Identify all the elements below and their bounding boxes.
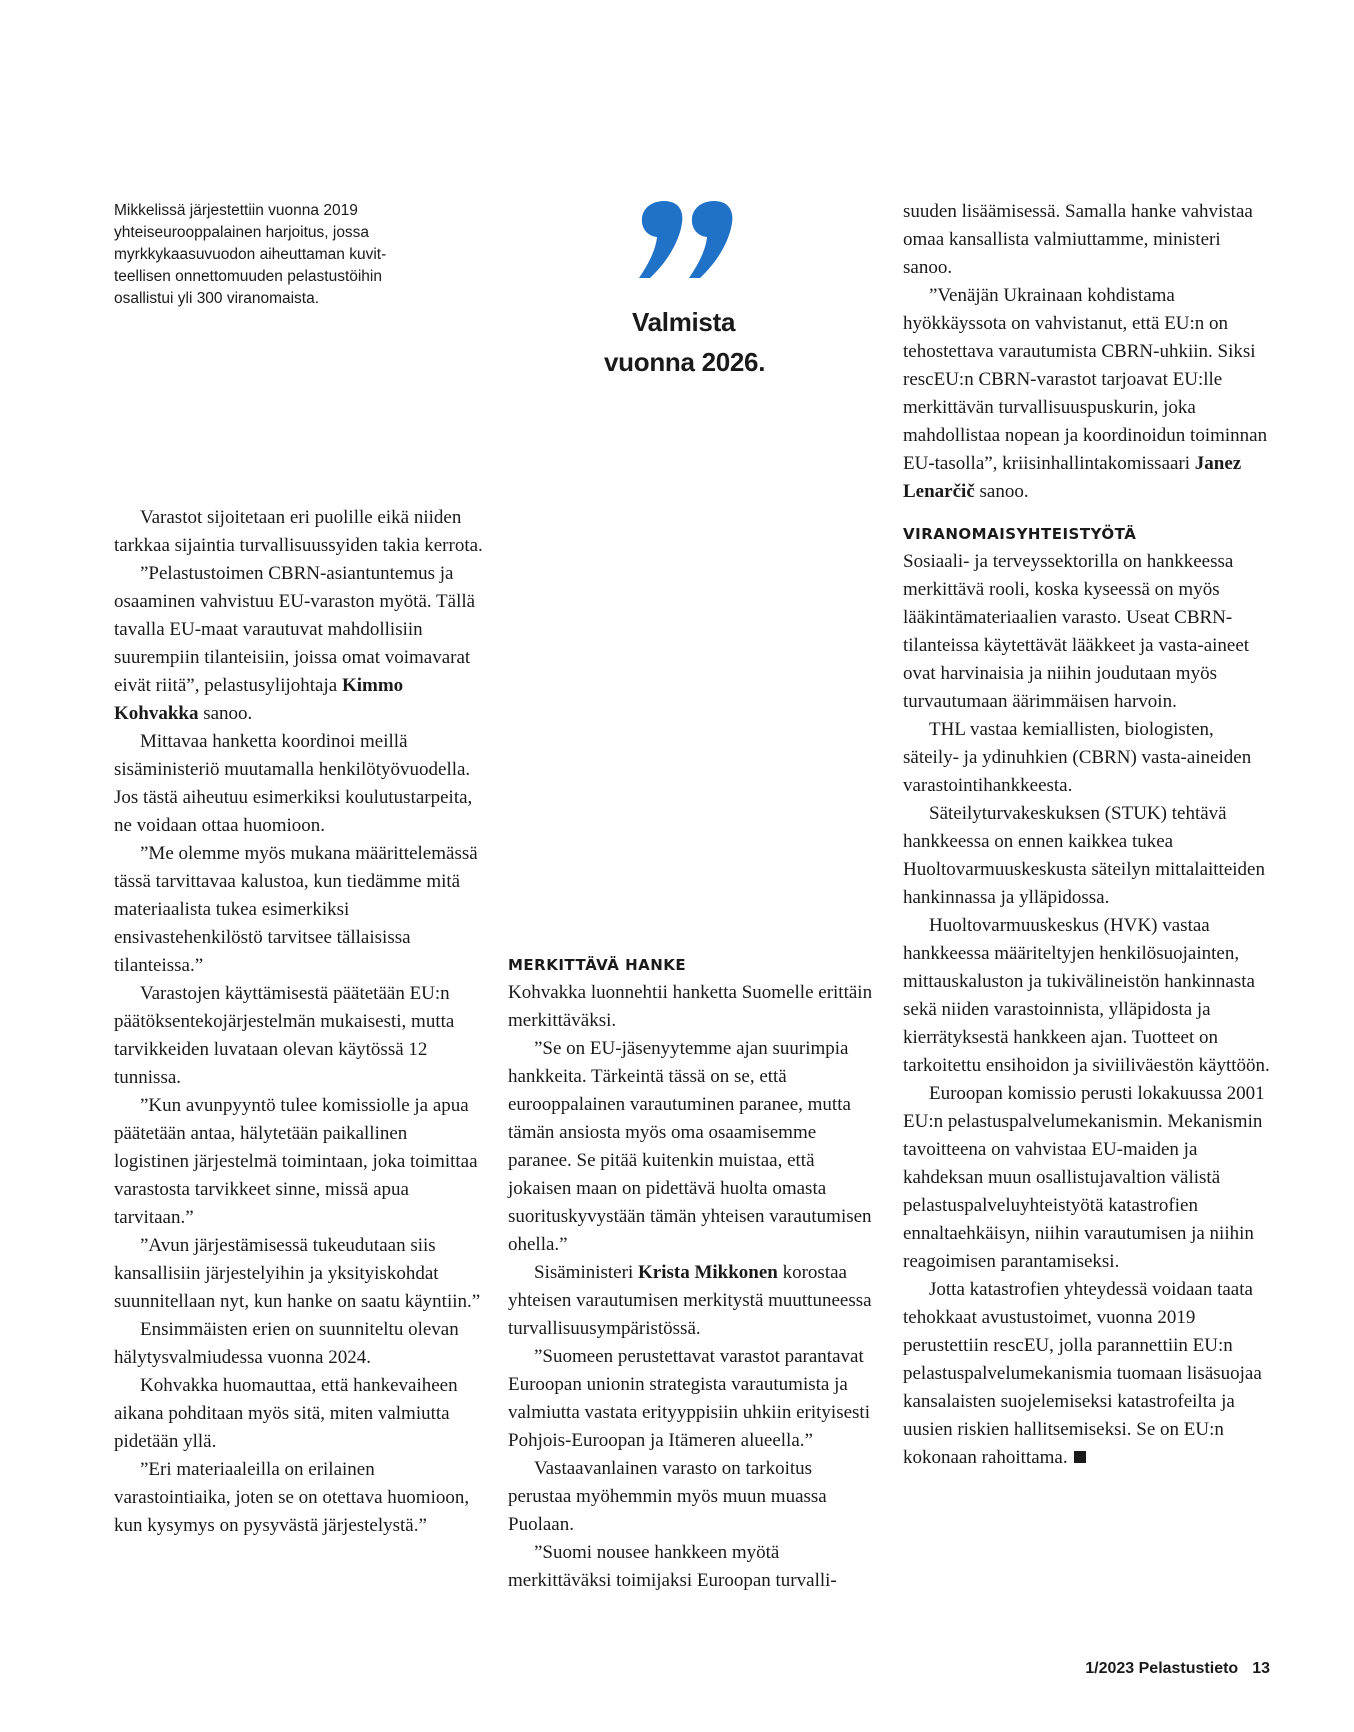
paragraph: Ensimmäisten erien on suunniteltu olevan hälytysvalmiudessa vuonna 2024. — [114, 1319, 459, 1368]
photo-caption — [114, 200, 444, 310]
pull-quote-line: vuonna 2026. — [604, 347, 766, 377]
caption-line: myrkkykaasuvuodon aiheuttaman kuvit- — [114, 246, 387, 263]
paragraph-text: sanoo. — [974, 481, 1029, 502]
paragraph-text: ”Venäjän Ukrainaan kohdistama hyökkäyssota on vahvistanut, että EU:n on tehostettava varautumista CBRN-uhkiin. Siksi rescEU:n CBRN-varastot tarjoavat EU:lle merkittävän turvallisuuspuskurin, joka mahdollistaa nopean ja koordinoidun toiminnan EU-tasolla”, kriisinhallintakomissaari — [903, 285, 1268, 474]
paragraph-text: korostaa yhteisen varautumisen merkitystä muuttuneessa turvallisuusympäristössä. — [508, 1262, 872, 1339]
person-name: Kimmo Kohvakka — [114, 675, 404, 724]
paragraph-text: Jotta katastrofien yhteydessä voidaan taata tehokkaat avustustoimet, vuonna 2019 perustettiin rescEU, jolla parannettiin EU:n pelastuspalvelumekanismia tuomaan lisäsuojaa kansalaisten suojelemiseksi katastrofeilta ja uusien riskien hallitsemiseksi. Se on EU:n kokonaan rahoittama. — [903, 1279, 1262, 1468]
paragraph: ”Suomi nousee hankkeen myötä merkittäväksi toimijaksi Euroopan turvalli- — [508, 1542, 837, 1591]
paragraph-text: Sisäministeri — [534, 1262, 638, 1283]
caption-line: yhteiseurooppalainen harjoitus, jossa — [114, 224, 370, 241]
quote-left-mark — [639, 201, 682, 278]
end-mark-icon — [1074, 1451, 1086, 1463]
paragraph: ”Suomeen perustettavat varastot parantavat Euroopan unionin strategista varautumista ja valmiutta vastata erityyppisiin uhkiin erityisesti Pohjois-Euroopan ja Itämeren alueella.” — [508, 1346, 870, 1451]
paragraph — [903, 1276, 1273, 1472]
caption-line: Mikkelissä järjestettiin vuonna 2019 — [114, 202, 358, 219]
paragraph: Huoltovarmuuskeskus (HVK) vastaa hankkeessa määriteltyjen henkilösuojainten, mittauskaluston ja tukivälineistön hankinnasta sekä niiden varastoinnista, ylläpidosta ja kierrätyksestä hankkeen ajan. Tuotteet on tarkoitettu ensihoidon ja siviiliväestön käyttöön. — [903, 915, 1270, 1076]
paragraph — [903, 282, 1273, 506]
section-subheading: MERKITTÄVÄ HANKE — [508, 956, 687, 974]
paragraph: ”Eri materiaaleilla on erilainen varastointiaika, joten se on otettava huomioon, kun kysymys on pysyvästä järjestelystä.” — [114, 1459, 470, 1536]
paragraph: THL vastaa kemiallisten, biologisten, säteily- ja ydinuhkien (CBRN) vasta-aineiden varastointihankkeesta. — [903, 719, 1252, 796]
paragraph-text: ”Pelastustoimen CBRN-asiantuntemus ja osaaminen vahvistuu EU-varaston myötä. Tällä tavalla EU-maat varautuvat mahdollisiin suurempiin tilanteisiin, joissa omat voimavarat eivät riitä”, pelastusylijohtaja — [114, 563, 476, 696]
paragraph: ”Kun avunpyyntö tulee komissiolle ja apua päätetään antaa, hälytetään paikallinen logistinen järjestelmä toimintaan, joka toimittaa varastosta tarvikkeet sinne, missä apua tarvitaan.” — [114, 1095, 478, 1228]
paragraph: ”Se on EU-jäsenyytemme ajan suurimpia hankkeita. Tärkeintä tässä on se, että eurooppalainen varautuminen paranee, mutta tämän ansiosta myös oma osaamisemme paranee. Se pitää kuitenkin muistaa, että jokaisen maan on pidettävä huolta omasta suorituskyvystään tämän yhteisen varautumisen ohella.” — [508, 1038, 872, 1255]
person-name: Janez Lenarčič — [903, 453, 1242, 502]
paragraph: Kohvakka huomauttaa, että hankevaiheen aikana pohditaan myös sitä, miten valmiutta pidetään yllä. — [114, 1375, 458, 1452]
quote-icon — [636, 201, 736, 279]
paragraph: Varastot sijoitetaan eri puolille eikä niiden tarkkaa sijaintia turvallisuussyiden takia kerrota. — [114, 507, 483, 556]
paragraph: ”Avun järjestämisessä tukeudutaan siis kansallisiin järjestelyihin ja yksityiskohdat suunnitellaan nyt, kun hanke on saatu käyntiin.” — [114, 1235, 481, 1312]
paragraph: Mittavaa hanketta koordinoi meillä sisäministeriö muutamalla henkilötyövuodella. Jos tästä aiheutuu esimerkiksi koulutustarpeita, ne voidaan ottaa huomioon. — [114, 731, 473, 836]
paragraph: Sosiaali- ja terveyssektorilla on hankkeessa merkittävä rooli, koska kyseessä on myös lääkintämateriaalien varasto. Useat CBRN-tilanteissa käytettävät lääkkeet ja vasta-aineet ovat harvinaisia ja niihin joudutaan myös turvautumaan äärimmäisen harvoin. — [903, 551, 1250, 712]
paragraph — [114, 560, 484, 728]
paragraph: Varastojen käyttämisestä päätetään EU:n päätöksentekojärjestelmän mukaisesti, mutta tarvikkeiden luvataan olevan käytössä 12 tunnissa. — [114, 983, 455, 1088]
section-subheading: VIRANOMAISYHTEISTYÖTÄ — [903, 525, 1137, 543]
issue-label: 1/2023 Pelastustieto — [1085, 1660, 1239, 1677]
pull-quote-line: Valmista — [632, 307, 736, 337]
paragraph: Vastaavanlainen varasto on tarkoitus perustaa myöhemmin myös muun muassa Puolaan. — [508, 1458, 827, 1535]
quote-right-mark — [689, 201, 732, 278]
page-number: 13 — [1252, 1660, 1270, 1677]
paragraph: suuden lisäämisessä. Samalla hanke vahvistaa omaa kansallista valmiuttamme, ministeri sanoo. — [903, 201, 1253, 278]
article-column-3 — [903, 198, 1273, 1472]
paragraph: Euroopan komissio perusti lokakuussa 2001 EU:n pelastuspalvelumekanismin. Mekanismin tavoitteena on vahvistaa EU-maiden ja kahdeksan muun osallistujavaltion välistä pelastuspalveluyhteistyötä katastrofien ennaltaehkäisyn, niihin varautumisen ja niihin reagoimisen parantamiseksi. — [903, 1083, 1265, 1272]
page-footer — [1085, 1660, 1270, 1678]
paragraph: Säteilyturvakeskuksen (STUK) tehtävä hankkeessa on ennen kaikkea tukea Huoltovarmuuskeskusta säteilyn mittalaitteiden hankinnassa ja ylläpidossa. — [903, 803, 1265, 908]
paragraph-text: sanoo. — [198, 703, 253, 724]
paragraph: ”Me olemme myös mukana määrittelemässä tässä tarvittavaa kalustoa, kun tiedämme mitä materiaalista tukea esimerkiksi ensivastehenkilöstö tarvitsee tällaisissa tilanteissa.” — [114, 843, 478, 976]
paragraph: Kohvakka luonnehtii hanketta Suomelle erittäin merkittäväksi. — [508, 982, 873, 1031]
caption-line: osallistui yli 300 viranomaista. — [114, 290, 320, 307]
article-column-2 — [508, 951, 878, 1595]
person-name: Krista Mikkonen — [637, 1262, 778, 1283]
article-column-1 — [114, 504, 484, 1540]
pull-quote — [560, 302, 860, 382]
paragraph — [508, 1259, 878, 1343]
caption-line: teellisen onnettomuuden pelastustöihin — [114, 268, 382, 285]
